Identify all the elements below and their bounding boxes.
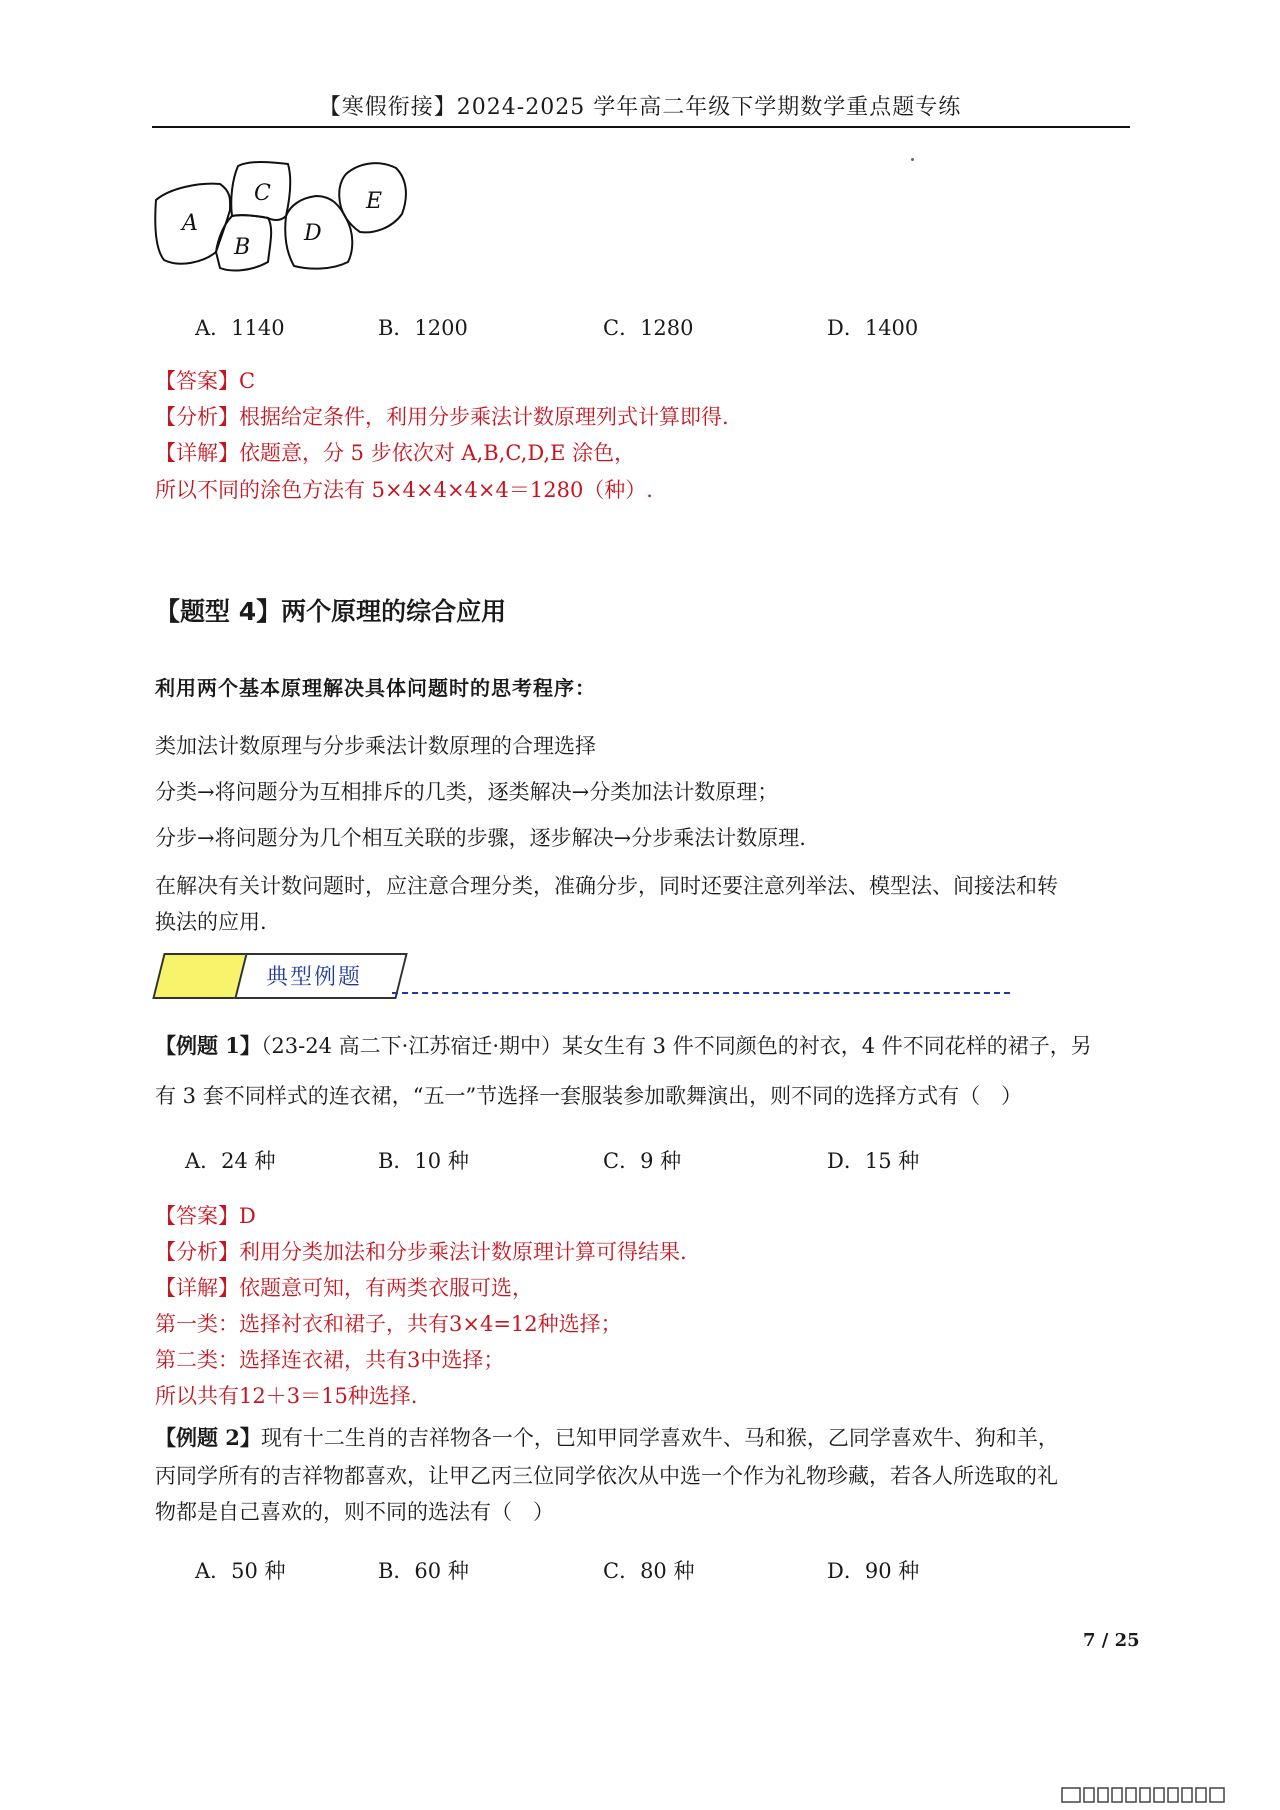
prev-analysis-text: 根据给定条件，利用分步乘法计数原理列式计算即得.	[239, 405, 729, 429]
ex1-line-1	[155, 1030, 1092, 1060]
banner-dashed-line	[392, 992, 1010, 994]
region-label-c: C	[254, 181, 271, 206]
prev-detail-label: 【详解】	[155, 441, 239, 465]
prev-option-d: D．1400	[827, 316, 919, 340]
prev-option-b: B．1200	[378, 316, 468, 340]
header-rule	[152, 126, 1130, 128]
ex2-line-3: 物都是自己喜欢的，则不同的选法有（ ）	[155, 1500, 554, 1524]
ex1-option-c: C．9 种	[603, 1149, 682, 1173]
section-line-4: 在解决有关计数问题时，应注意合理分类，准确分步，同时还要注意列举法、模型法、间接法和转	[155, 874, 1058, 898]
section-line-5: 换法的应用.	[155, 910, 267, 934]
ex1-answer-label: 【答案】	[155, 1204, 239, 1228]
ex2-option-d: D．90 种	[827, 1559, 920, 1583]
banner-yellow-box	[152, 953, 247, 999]
prev-option-a: A．1140	[195, 316, 285, 340]
prev-answer	[155, 365, 255, 395]
banner-text: 典型例题	[266, 965, 363, 990]
bottom-right-mark	[1060, 1786, 1260, 1804]
section-subtitle: 利用两个基本原理解决具体问题时的思考程序：	[155, 676, 596, 700]
prev-answer-label: 【答案】	[155, 369, 239, 393]
ex1-detail-line-3: 所以共有12＋3＝15种选择.	[155, 1384, 418, 1408]
ex1-label: 【例题 1】	[155, 1033, 261, 1058]
ex1-option-a: A．24 种	[185, 1149, 276, 1173]
prev-answer-value: C	[239, 369, 256, 393]
ex2-text-1: 现有十二生肖的吉祥物各一个，已知甲同学喜欢牛、马和猴，乙同学喜欢牛、狗和羊，	[260, 1426, 1059, 1450]
prev-analysis-label: 【分析】	[155, 405, 239, 429]
prev-detail	[155, 437, 635, 467]
ex2-line-2: 丙同学所有的吉祥物都喜欢，让甲乙丙三位同学依次从中选一个作为礼物珍藏，若各人所选取的礼	[155, 1464, 1058, 1488]
stray-dot	[911, 158, 914, 161]
ex1-option-d: D．15 种	[827, 1149, 920, 1173]
page-header-title: 【寒假衔接】2024-2025 学年高二年级下学期数学重点题专练	[318, 95, 962, 120]
page-number: 7 / 25	[1083, 1630, 1140, 1651]
ex2-label: 【例题 2】	[155, 1425, 261, 1450]
prev-option-c: C．1280	[603, 316, 694, 340]
prev-detail-text: 依题意，分 5 步依次对 A,B,C,D,E 涂色，	[239, 441, 636, 465]
ex1-answer	[155, 1200, 256, 1230]
section-line-2: 分类→将问题分为互相排斥的几类，逐类解决→分类加法计数原理；	[155, 780, 779, 804]
section-line-3: 分步→将问题分为几个相互关联的步骤，逐步解决→分步乘法计数原理.	[155, 826, 806, 850]
ex2-option-c: C．80 种	[603, 1559, 695, 1583]
ex1-analysis-text: 利用分类加法和分步乘法计数原理计算可得结果.	[239, 1240, 687, 1264]
ex1-analysis	[155, 1236, 687, 1266]
ex2-option-b: B．60 种	[378, 1559, 469, 1583]
prev-detail-line2: 所以不同的涂色方法有 5×4×4×4×4＝1280（种）.	[155, 478, 653, 502]
ex1-detail-line-1: 第一类：选择衬衣和裙子，共有3×4=12种选择；	[155, 1312, 622, 1336]
ex1-detail-text: 依题意可知，有两类衣服可选，	[239, 1276, 533, 1300]
ex2-option-a: A．50 种	[195, 1559, 286, 1583]
region-map-figure	[150, 158, 420, 276]
ex1-analysis-label: 【分析】	[155, 1240, 239, 1264]
region-label-a: A	[182, 211, 198, 236]
section-title: 【题型 4】两个原理的综合应用	[155, 597, 507, 626]
region-label-e: E	[366, 189, 383, 214]
region-label-d: D	[304, 221, 322, 246]
ex1-detail	[155, 1272, 533, 1302]
ex1-answer-value: D	[239, 1204, 256, 1228]
ex1-detail-label: 【详解】	[155, 1276, 239, 1300]
region-label-b: B	[234, 235, 251, 260]
prev-analysis	[155, 401, 729, 431]
ex1-text-1: （23-24 高二下·江苏宿迁·期中）某女生有 3 件不同颜色的衬衣，4 件不同花样的裙子，另	[260, 1034, 1092, 1058]
ex1-option-b: B．10 种	[378, 1149, 469, 1173]
section-line-1: 类加法计数原理与分步乘法计数原理的合理选择	[155, 734, 596, 758]
ex1-detail-line-2: 第二类：选择连衣裙，共有3中选择；	[155, 1348, 505, 1372]
ex2-line-1	[155, 1422, 1059, 1452]
ex1-line-2: 有 3 套不同样式的连衣裙，“五一”节选择一套服装参加歌舞演出，则不同的选择方式有（ ）	[155, 1084, 1023, 1108]
